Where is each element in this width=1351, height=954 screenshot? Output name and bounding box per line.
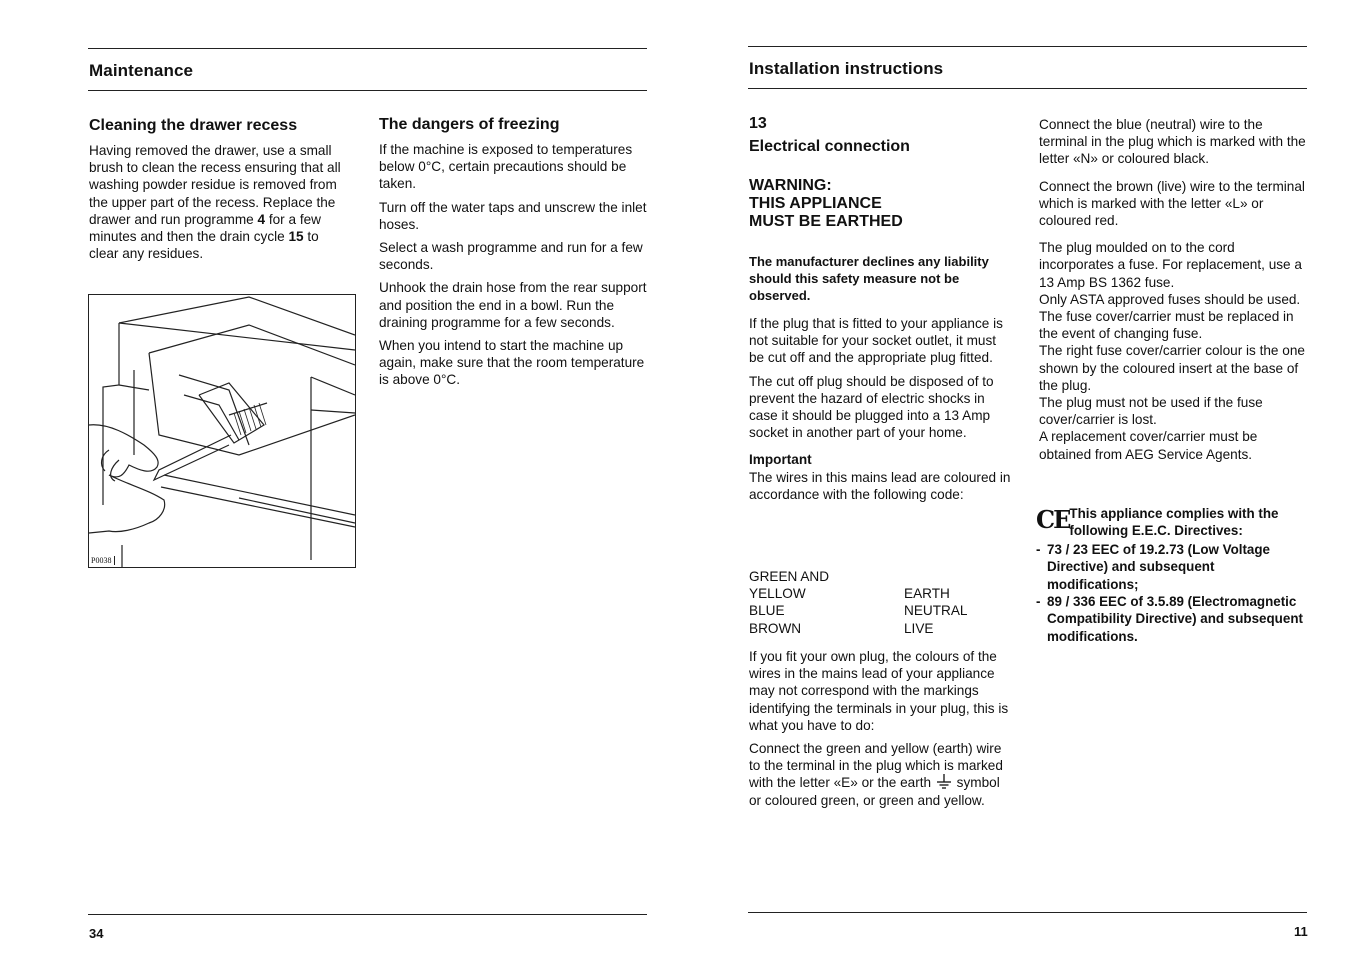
ce-compliance-block <box>1036 505 1308 645</box>
blue-wire-paragraph: Connect the blue (neutral) wire to the terminal in the plug which is marked with the letter «N» or coloured black. <box>1039 117 1306 167</box>
electrical-connection-heading: Electrical connection <box>749 138 910 155</box>
green-yellow-text-1: Connect the green and yellow (earth) wire to the terminal in the plug which is marked with the letter «E» or the earth <box>749 741 1003 791</box>
electrical-body-top <box>749 315 1011 509</box>
figure-reference-label: P0038 <box>91 556 115 565</box>
wire-function: NEUTRAL <box>904 603 968 619</box>
right-page-number: 11 <box>1294 924 1308 939</box>
fuse-line: The right fuse cover/carrier colour is the one shown by the coloured insert at the base of the plug. <box>1039 343 1305 393</box>
brown-wire-paragraph: Connect the brown (live) wire to the terminal which is marked with the letter «L» or coloured red. <box>1039 178 1305 229</box>
freezing-paragraph: If the machine is exposed to temperatures below 0°C, certain precautions should be taken. <box>379 142 633 192</box>
freezing-paragraph: When you intend to start the machine up again, make sure that the room temperature is above 0°C. <box>379 338 645 388</box>
warning-line: MUST BE EARTHED <box>749 213 903 230</box>
green-yellow-paragraph <box>749 740 1015 809</box>
earth-symbol-icon <box>935 774 953 790</box>
drawer-recess-illustration <box>88 294 356 568</box>
directive-item: - 73 / 23 EEC of 19.2.73 (Low Voltage Directive) and subsequent modifications; <box>1036 541 1308 593</box>
wire-colour: BROWN <box>749 620 802 636</box>
wire-colour: GREEN AND <box>749 569 830 584</box>
freezing-heading: The dangers of freezing <box>379 116 560 133</box>
wire-row <box>749 620 967 637</box>
cleaning-heading: Cleaning the drawer recess <box>89 117 298 134</box>
cleaning-text-2: for a few minutes and then the drain cycle <box>89 211 321 245</box>
important-text: The wires in this mains lead are coloured in accordance with the following code: <box>749 469 1011 502</box>
plug-unsuitable-paragraph: If the plug that is fitted to your appliance is not suitable for your socket outlet, it must be cut off and the appropriate plug fitted. <box>749 316 1003 366</box>
drain-cycle-number: 15 <box>288 229 304 245</box>
wire-colour: YELLOW <box>749 586 806 602</box>
right-header-rule-bottom <box>748 88 1307 89</box>
wire-row <box>749 585 967 602</box>
green-yellow-text-2: symbol or coloured green, or green and yellow. <box>749 775 1000 808</box>
right-section-title: Installation instructions <box>749 59 944 78</box>
wire-row <box>749 602 967 619</box>
cut-off-plug-paragraph: The cut off plug should be disposed of to prevent the hazard of electric shocks in case it should be plugged into a 13 Amp socket in another part of your home. <box>749 373 994 441</box>
right-footer-rule <box>748 912 1307 913</box>
section-number: 13 <box>749 115 767 132</box>
fuse-line: The plug must not be used if the fuse cover/carrier is lost. <box>1039 395 1263 428</box>
freezing-paragraph: Select a wash programme and run for a few seconds. <box>379 240 643 273</box>
right-header-rule-top <box>748 46 1307 47</box>
directive-list <box>1036 541 1308 645</box>
fuse-line: Only ASTA approved fuses should be used. <box>1039 291 1301 307</box>
freezing-paragraph: Unhook the drain hose from the rear support and position the end in a bowl. Run the draining programme for a few seconds. <box>379 280 647 330</box>
left-page-number: 34 <box>89 926 104 941</box>
wire-colour-code-table <box>749 568 967 637</box>
cleaning-text-1: Having removed the drawer, use a small brush to clean the recess ensuring that all washing powder residue is removed from the upper part of the recess. Replace the drawer and run programme <box>89 143 341 227</box>
freezing-paragraph: Turn off the water taps and unscrew the inlet hoses. <box>379 199 647 232</box>
cleaning-text-3: to clear any residues. <box>89 229 319 262</box>
ce-compliance-text: This appliance complies with the following E.E.C. Directives: <box>1069 506 1279 539</box>
warning-line: WARNING: <box>749 177 832 194</box>
programme-number: 4 <box>257 211 266 227</box>
left-footer-rule <box>88 914 647 915</box>
fuse-line: The plug moulded on to the cord incorporates a fuse. For replacement, use a 13 Amp BS 1362 fuse. <box>1039 240 1302 290</box>
left-header-rule-top <box>88 48 647 49</box>
electrical-body-bottom <box>749 648 1015 815</box>
freezing-body <box>379 141 649 395</box>
fuse-line: The fuse cover/carrier must be replaced in the event of changing fuse. <box>1039 309 1294 342</box>
wire-row <box>749 568 967 585</box>
fuse-line: A replacement cover/carrier must be obtained from AEG Service Agents. <box>1039 429 1258 462</box>
directive-item: - 89 / 336 EEC of 3.5.89 (Electromagnetic Compatibility Directive) and subsequent modifications. <box>1036 593 1308 645</box>
brush-cleaning-drawing <box>89 295 355 567</box>
cleaning-body <box>89 142 351 262</box>
fit-own-plug-paragraph: If you fit your own plug, the colours of the wires in the mains lead of your appliance may not correspond with the markings identifying the terminals in your plug, this is what you have to do: <box>749 649 1009 733</box>
important-label: Important <box>749 452 812 468</box>
warning-line: THIS APPLIANCE <box>749 195 882 212</box>
left-section-title: Maintenance <box>89 61 194 80</box>
wire-colour: BLUE <box>749 603 785 619</box>
wire-function: EARTH <box>904 586 950 602</box>
wire-function: LIVE <box>904 620 934 636</box>
left-header-rule-bottom <box>88 90 647 91</box>
earthing-warning <box>749 177 903 231</box>
ce-mark-icon: CE <box>1036 505 1070 534</box>
manufacturer-disclaimer: The manufacturer declines any liability should this safety measure not be observed. <box>749 254 989 304</box>
electrical-body-column-2 <box>1039 116 1307 463</box>
